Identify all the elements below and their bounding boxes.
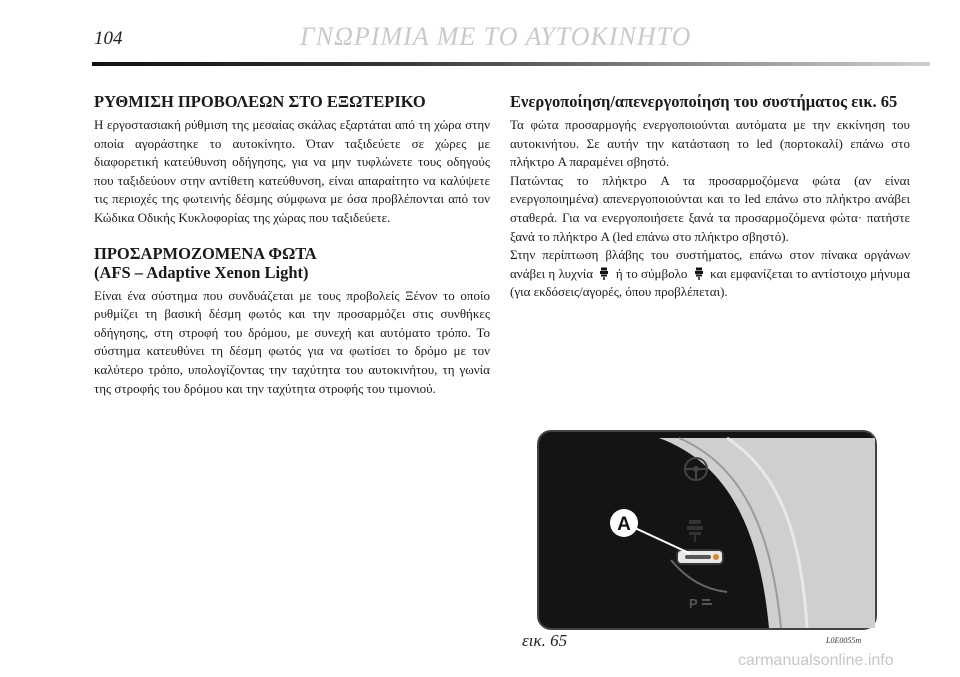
afs-symbol-icon (694, 267, 704, 280)
left-column (94, 92, 490, 398)
right-column (510, 92, 910, 302)
page-number: 104 (94, 28, 123, 49)
steering-wheel-icon (685, 458, 707, 480)
header-rule (92, 62, 930, 66)
section-heading-activation: Ενεργοποίηση/απενεργοποίηση του συστήματος εικ. 65 (510, 92, 898, 111)
afs-led (713, 554, 719, 560)
label-a-text: A (617, 514, 631, 535)
label-leader-line (635, 528, 689, 553)
watermark: carmanualsonline.info (738, 652, 894, 669)
afs-heading-line1: ΠΡΟΣΑΡΜΟΖΟΜΕΝΑ ΦΩΤΑ (94, 243, 317, 263)
dashboard-illustration (539, 432, 875, 628)
section-heading-headlight-adjustment: ΡΥΘΜΙΣΗ ΠΡΟΒΟΛΕΩΝ ΣΤΟ ΕΞΩΤΕΡΙΚΟ (94, 92, 426, 111)
section-text-afs: Είναι ένα σύστημα που συνδυάζεται με τους προβολείς Ξένον το οποίο ρυθμίζει τη βασική δέσμη φωτός και την προσαρμόζει στις συνθήκες οδήγησης, στη στροφή του δρόμου, με συνεχή και αυτόματο τρόπο. Το σύστημα κατευθύνει τη δέσμη φωτός για να φωτίσει το δρόμο με τον καλύτερο τρόπο, υπολογίζοντας την ταχύτητα του αυτοκινήτου, τη γωνία της στροφής του δρόμου και την ταχύτητα στροφής του τιμονιού. (94, 287, 490, 396)
afs-headlight-icon (687, 520, 703, 542)
activation-paragraph-3: Στην περίπτωση βλάβης του συστήματος, επάνω στον πίνακα οργάνων ανάβει η λυχνία ή το σύμβολο και εμφανίζεται το αντίστοιχο μήνυμα (για εκδόσεις/αγορές, όπου προβλέπεται). (510, 247, 911, 300)
afs-heading-line2: (AFS – Adaptive Xenon Light) (94, 262, 309, 282)
parking-sensor-icon (689, 596, 712, 611)
svg-text:P: P (689, 596, 698, 611)
afs-button[interactable] (671, 550, 727, 592)
activation-paragraph-2: Πατώντας το πλήκτρο A τα προσαρμοζόμενα φώτα (αν είναι ενεργοποιημένα) απενεργοποιούνται και το led επάνω στο πλήκτρο ανάβει σταθερά. Για να ενεργοποιήσετε ξανά τα προσαρμοζόμενα φώτα· πατήστε ξανά το πλήκτρο A (led επάνω στο πλήκτρο σβηστό). (510, 172, 910, 244)
activation-paragraph-1: Τα φώτα προσαρμογής ενεργοποιούνται αυτόματα με την εκκίνηση του αυτοκινήτου. Σε αυτήν την κατάσταση το led (πορτοκαλί) επάνω στο πλήκτρο A παραμένει σβηστό. (510, 117, 910, 170)
figure-caption: εικ. 65 (522, 631, 568, 650)
figure-code: L0E0055m (826, 636, 862, 645)
figure-65-dashboard-buttons (537, 430, 877, 630)
afs-warning-lamp-icon (599, 267, 609, 280)
section-heading-afs (94, 244, 490, 282)
page-header-title: ΓΝΩΡΙΜΙΑ ΜΕ ΤΟ ΑΥΤΟΚΙΝΗΤΟ (300, 22, 692, 51)
section-text-headlight-adjustment: Η εργοστασιακή ρύθμιση της μεσαίας σκάλας εξαρτάται από τη χώρα στην οποία αγοράστηκε το αυτοκίνητο. Όταν ταξιδεύετε σε χώρες με διαφορετική κατεύθυνση οδήγησης, για να μην τυφλώνετε τους οδηγούς που ταξιδεύουν στην αντίθετη κατεύθυνση, είναι απαραίτητο να καλύψετε τις περιοχές της φωτεινής δέσμης σύμφωνα με όσα προβλέπονται από τον Κώδικα Οδικής Κυκλοφορίας της χώρας που ταξιδεύετε. (94, 117, 490, 225)
